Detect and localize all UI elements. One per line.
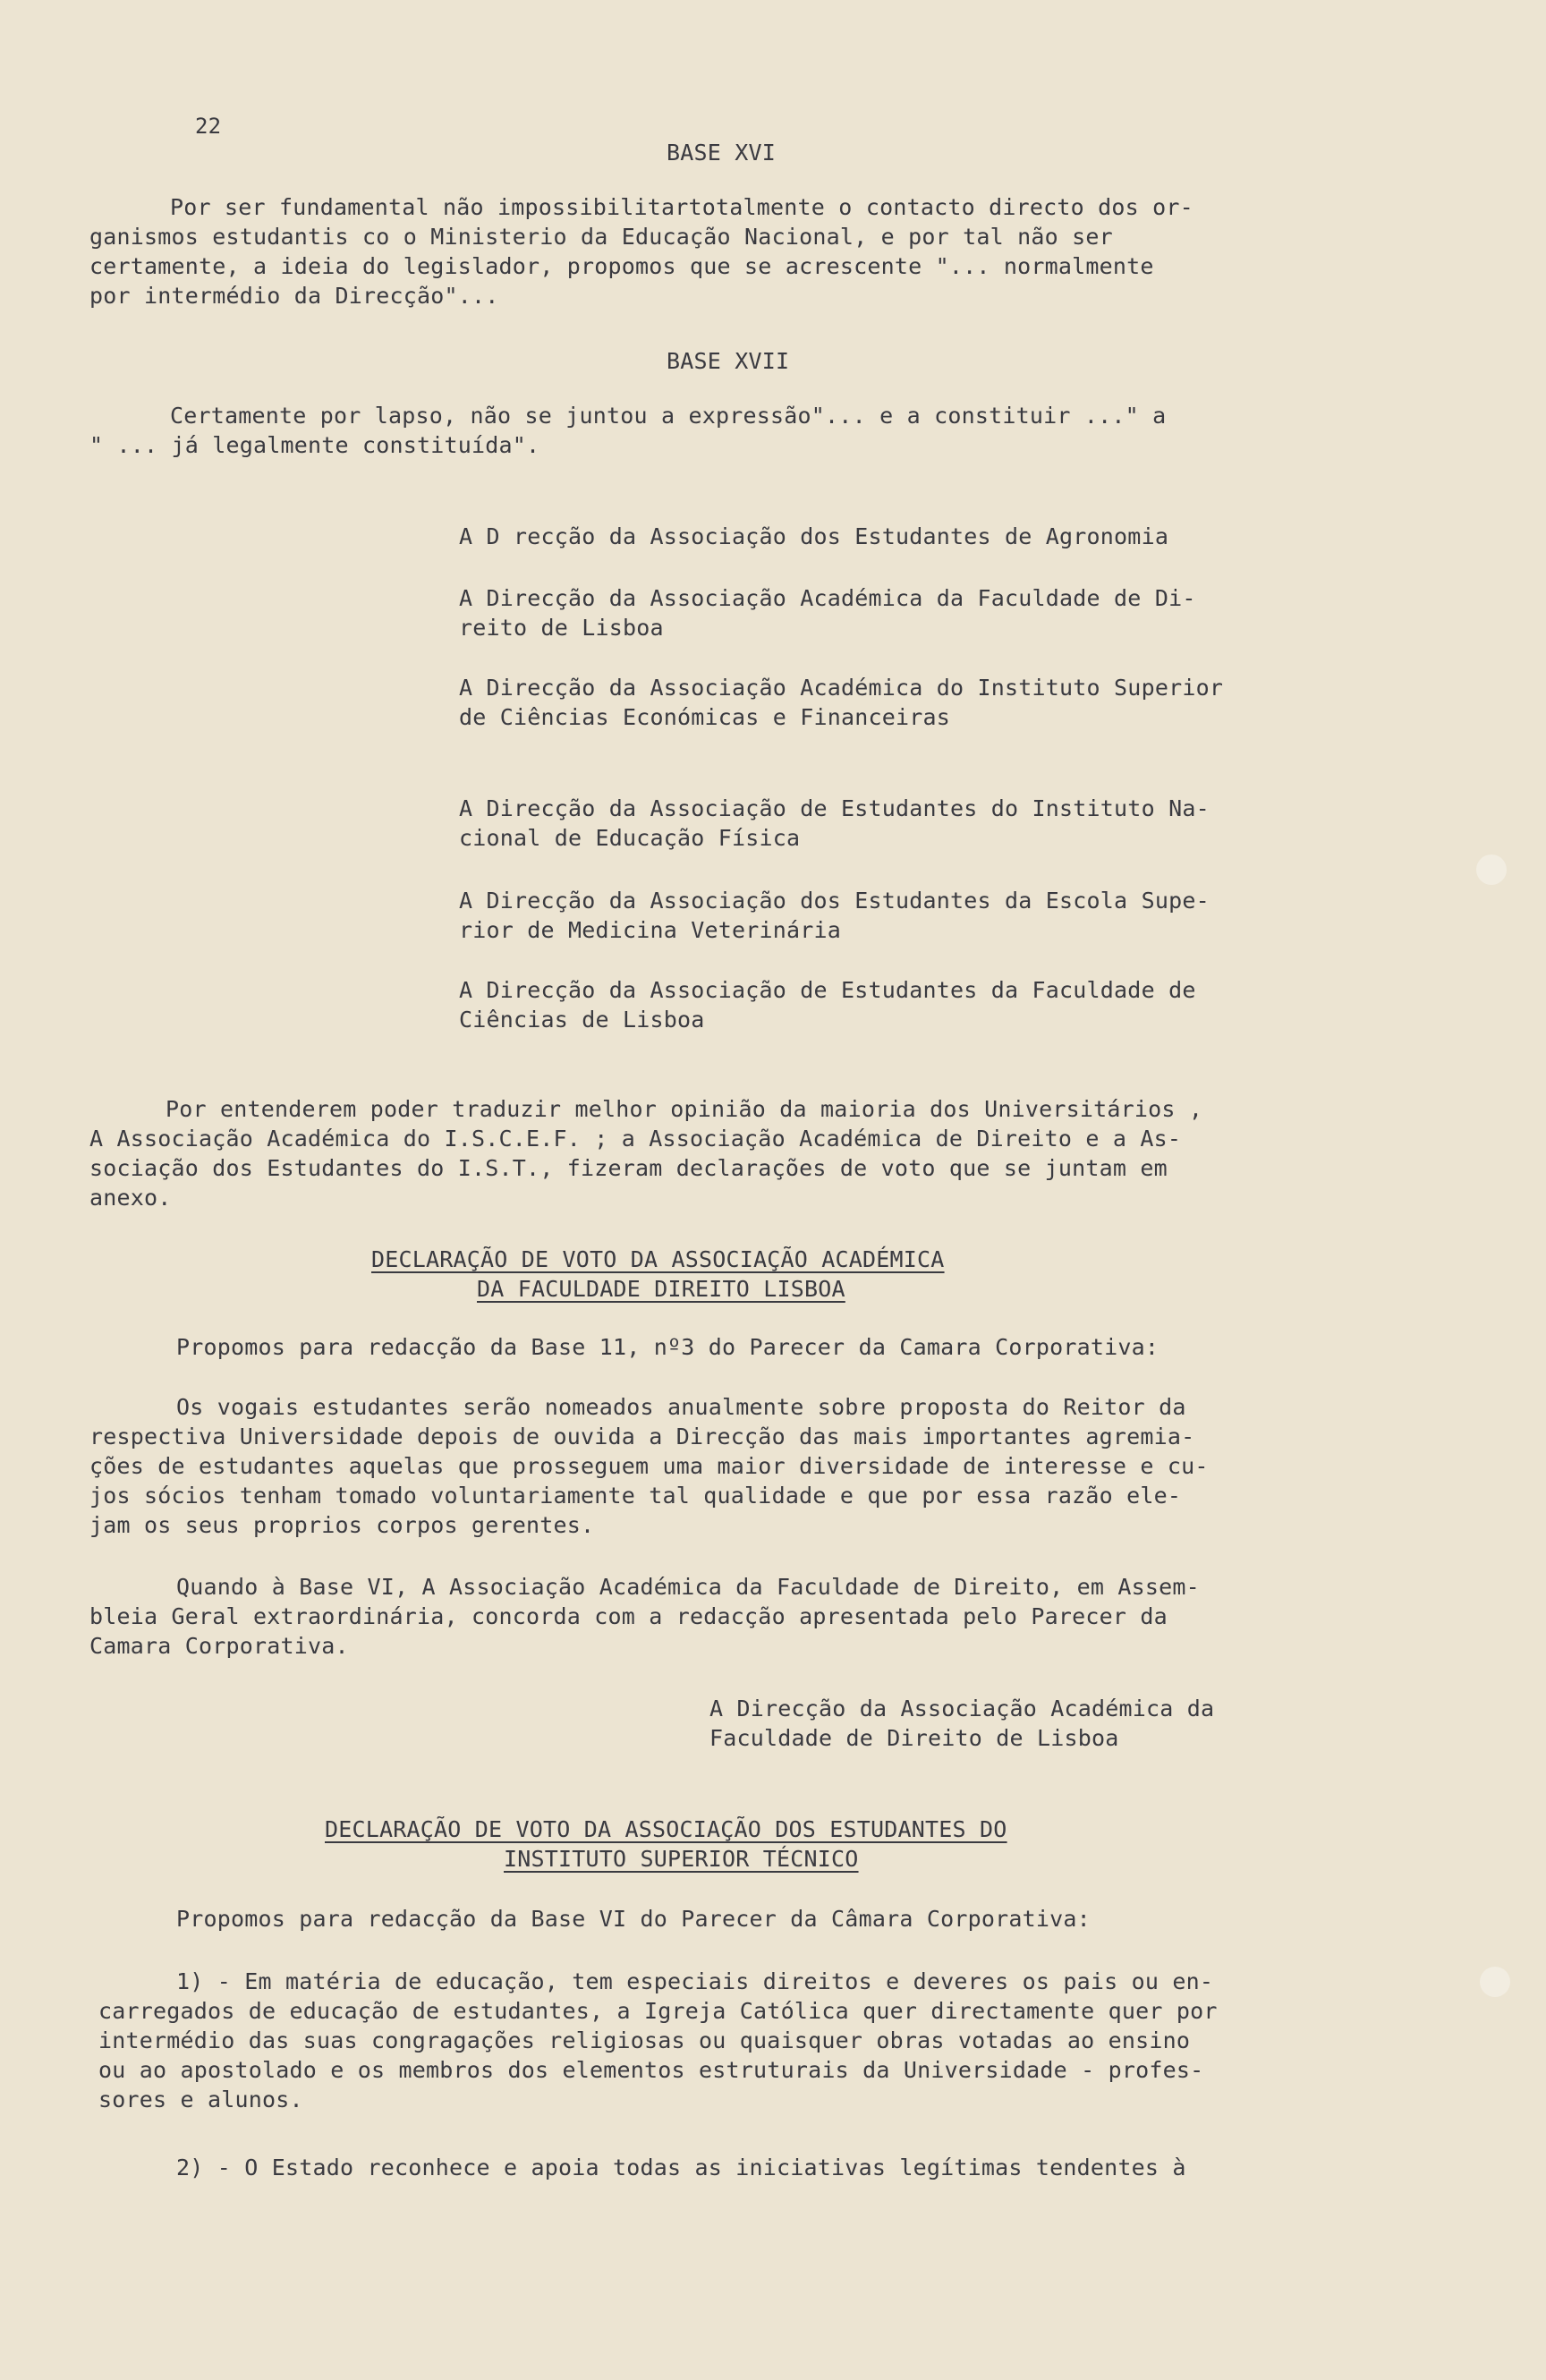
paper-stain <box>1476 854 1507 885</box>
declaration2-item1-line: ou ao apostolado e os membros dos elementos estruturais da Universidade - profes- <box>98 2057 1204 2083</box>
signatory-line: rior de Medicina Veterinária <box>459 917 842 943</box>
declaration1-title: DECLARAÇÃO DE VOTO DA ASSOCIAÇÃO ACADÉMICA <box>371 1246 945 1272</box>
declaration1-proposal: Propomos para redacção da Base 11, nº3 do Parecer da Camara Corporativa: <box>176 1334 1160 1360</box>
paper-stain <box>1480 1967 1510 1997</box>
intro-line: A Associação Académica do I.S.C.E.F. ; a Associação Académica de Direito e a As- <box>89 1126 1182 1152</box>
declaration2-item1-line: intermédio das suas congragações religiosas ou quaisquer obras votadas ao ensino <box>98 2027 1191 2053</box>
signatory-line: reito de Lisboa <box>459 615 664 641</box>
base16-line: Por ser fundamental não impossibilitartotalmente o contacto directo dos or- <box>170 194 1193 220</box>
declaration1-para1-line: Os vogais estudantes serão nomeados anualmente sobre proposta do Reitor da <box>176 1394 1186 1420</box>
declaration2-item1-line: carregados de educação de estudantes, a Igreja Católica quer directamente quer por <box>98 1998 1218 2024</box>
declaration2-title: DECLARAÇÃO DE VOTO DA ASSOCIAÇÃO DOS ESTUDANTES DO <box>325 1816 1007 1842</box>
intro-line: Por entenderem poder traduzir melhor opinião da maioria dos Universitários , <box>166 1096 1203 1122</box>
intro-line: anexo. <box>89 1185 172 1211</box>
base17-heading: BASE XVII <box>667 348 790 374</box>
declaration1-para2-line: Camara Corporativa. <box>89 1633 349 1659</box>
page-number: 22 <box>195 114 222 139</box>
declaration1-para2-line: bleia Geral extraordinária, concorda com a redacção apresentada pelo Parecer da <box>89 1603 1168 1629</box>
signatory-line: A Direcção da Associação Académica do Instituto Superior <box>459 675 1224 701</box>
base16-heading: BASE XVI <box>667 140 777 166</box>
signatory-line: cional de Educação Física <box>459 825 801 851</box>
intro-line: sociação dos Estudantes do I.S.T., fizeram declarações de voto que se juntam em <box>89 1155 1168 1181</box>
base16-line: ganismos estudantis co o Ministerio da Educação Nacional, e por tal não ser <box>89 224 1113 250</box>
signatory-line: A Direcção da Associação de Estudantes do Instituto Na- <box>459 795 1210 821</box>
signatory-line: A D recção da Associação dos Estudantes de Agronomia <box>459 523 1169 549</box>
base16-line: certamente, a ideia do legislador, propomos que se acrescente "... normalmente <box>89 253 1154 279</box>
declaration1-para2-line: Quando à Base VI, A Associação Académica da Faculdade de Direito, em Assem- <box>176 1574 1200 1600</box>
declaration1-title: DA FACULDADE DIREITO LISBOA <box>477 1276 845 1302</box>
signatory-line: A Direcção da Associação de Estudantes da Faculdade de <box>459 977 1196 1003</box>
signatory-line: A Direcção da Associação Académica da Faculdade de Di- <box>459 585 1196 611</box>
declaration2-title: INSTITUTO SUPERIOR TÉCNICO <box>504 1846 859 1872</box>
signatory-line: Ciências de Lisboa <box>459 1007 705 1033</box>
declaration2-item1-line: sores e alunos. <box>98 2087 303 2112</box>
declaration2-proposal: Propomos para redacção da Base VI do Parecer da Câmara Corporativa: <box>176 1906 1091 1932</box>
base16-line: por intermédio da Direcção"... <box>89 283 499 309</box>
signatory-line: de Ciências Económicas e Financeiras <box>459 704 951 730</box>
declaration1-para1-line: ções de estudantes aquelas que prosseguem uma maior diversidade de interesse e cu- <box>89 1453 1209 1479</box>
declaration1-para1-line: respectiva Universidade depois de ouvida a Direcção das mais importantes agremia- <box>89 1424 1195 1449</box>
declaration1-para1-line: jos sócios tenham tomado voluntariamente tal qualidade e que por essa razão ele- <box>89 1483 1182 1509</box>
signatory-line: A Direcção da Associação dos Estudantes da Escola Supe- <box>459 888 1210 914</box>
declaration2-item2-line: 2) - O Estado reconhece e apoia todas as iniciativas legítimas tendentes à <box>176 2155 1186 2180</box>
declaration1-signature: Faculdade de Direito de Lisboa <box>709 1725 1119 1751</box>
declaration1-signature: A Direcção da Associação Académica da <box>709 1696 1215 1721</box>
base17-line: Certamente por lapso, não se juntou a expressão"... e a constituir ..." a <box>170 403 1167 429</box>
declaration1-para1-line: jam os seus proprios corpos gerentes. <box>89 1512 595 1538</box>
base17-line: " ... já legalmente constituída". <box>89 432 540 458</box>
declaration2-item1-line: 1) - Em matéria de educação, tem especiais direitos e deveres os pais ou en- <box>176 1968 1214 1994</box>
